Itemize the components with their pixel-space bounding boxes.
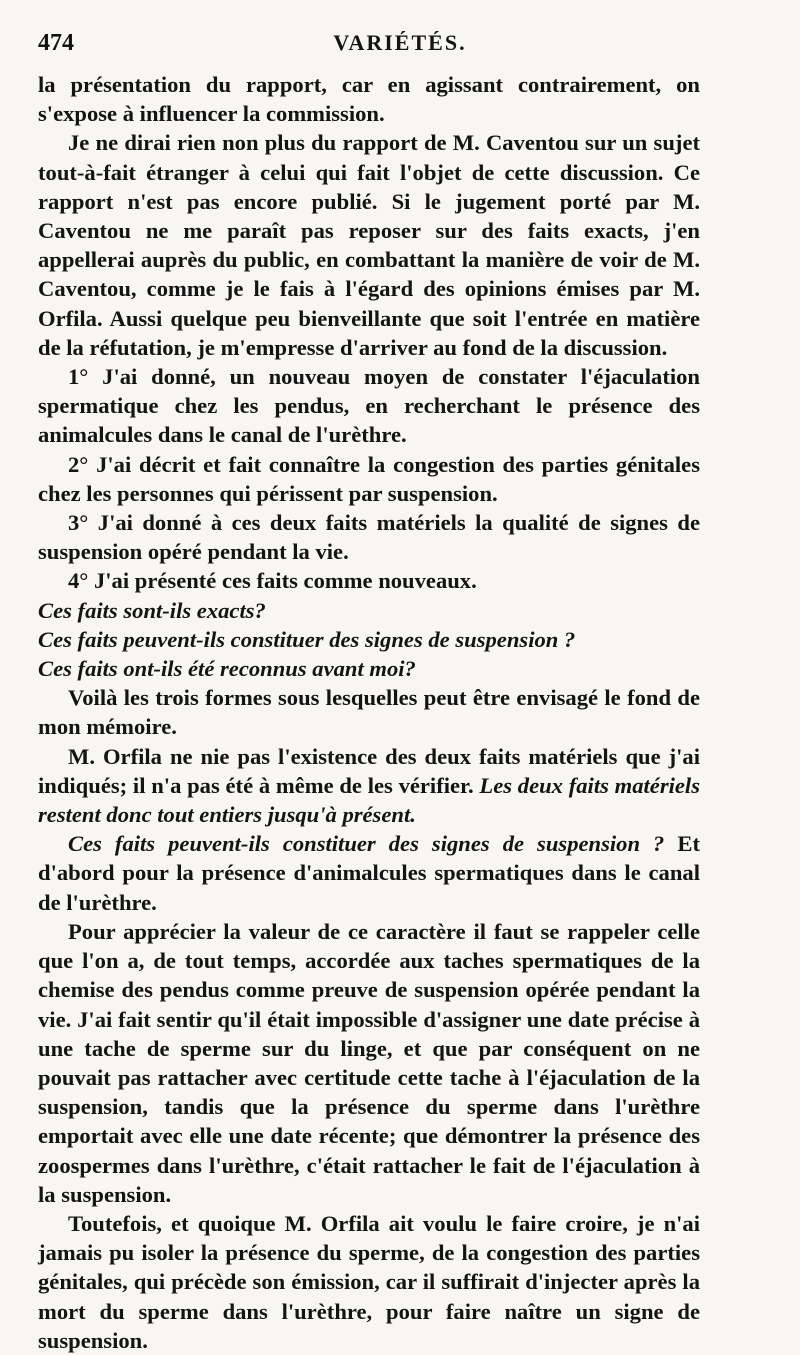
paragraph-spermatic-stains: Pour apprécier la valeur de ce caractère il faut se rappeler celle que l'on a, de tout temps, accordée aux taches spermatiques de la chemise des pendus comme preuve de suspension opérée pendant la vie. J'ai fait sentir qu'il était impossible d'assigner une date précise à une tache de sperme sur du linge, et que par conséquent on ne pouvait pas rattacher avec certitude cette tache à l'éjaculation de la suspension, tandis que la présence du sperme dans l'urèthre emportait avec elle une date récente; que démontrer la présence des zoospermes dans l'urèthre, c'était rattacher le fait de l'éjaculation à la suspension. — [38, 918, 700, 1207]
running-head: VARIÉTÉS. — [333, 30, 467, 55]
paragraph-three-forms: Voilà les trois formes sous lesquelles peut être envisagé le fond de mon mémoire. — [38, 685, 700, 740]
orfila-text: M. Orfila ne nie pas l'existence des deux faits matériels que j'ai indiqués; il n'a pas été à même de les vérifier. — [38, 743, 700, 798]
paragraph-toutefois: Toutefois, et quoique M. Orfila ait voulu le faire croire, je n'ai jamais pu isoler la présence du sperme, de la congestion des parties génitales, qui précède son émission, car il suffirait d'injecter après la mort du sperme dans l'urèthre, pour faire naître un signe de suspension. — [38, 1210, 700, 1353]
orfila-italic-conclusion: Les deux faits matériels restent donc tout entiers jusqu'à présent. — [38, 772, 700, 828]
point-2: 2° J'ai décrit et fait connaître la congestion des parties génitales chez les personnes qui périssent par suspension. — [38, 451, 700, 506]
paragraph-caventou: Je ne dirai rien non plus du rapport de M. Caventou sur un sujet tout-à-fait étranger à celui qui fait l'objet de cette discussion. Ce rapport n'est pas encore publié. Si le jugement porté par M. Caventou ne me paraît pas reposer sur des faits exacts, j'en appellerai auprès du public, en combattant la manière de voir de M. Caventou, comme je le fais à l'égard des opinions émises par M. Orfila. Aussi quelque peu bienveillante que soit l'entrée en matière de la réfutation, je m'empresse d'arriver au fond de la discussion. — [38, 130, 700, 360]
paragraph-signs-question — [38, 829, 700, 917]
page-header — [38, 30, 762, 64]
page-number: 474 — [38, 30, 74, 56]
point-1: 1° J'ai donné, un nouveau moyen de constater l'éjaculation spermatique chez les pendus, en recherchant le présence des animalcules dans le canal de l'urèthre. — [38, 364, 700, 448]
question-1: Ces faits sont-ils exacts? — [38, 597, 266, 623]
point-3: 3° J'ai donné à ces deux faits matériels la qualité de signes de suspension opéré pendant la vie. — [38, 510, 700, 565]
signs-question-text: Et d'abord pour la présence d'animalcules spermatiques dans le canal de l'urèthre. — [38, 831, 700, 915]
signs-question-italic: Ces faits peuvent-ils constituer des signes de suspension ? — [68, 831, 665, 857]
paragraph-orfila — [38, 742, 700, 830]
body-text — [38, 70, 700, 1355]
paragraph-continuation: la présentation du rapport, car en agissant contrairement, on s'expose à influencer la commission. — [38, 72, 700, 127]
point-4: 4° J'ai présenté ces faits comme nouveaux. — [68, 568, 477, 594]
question-2: Ces faits peuvent-ils constituer des signes de suspension ? — [38, 626, 576, 652]
question-3: Ces faits ont-ils été reconnus avant moi? — [38, 656, 416, 682]
